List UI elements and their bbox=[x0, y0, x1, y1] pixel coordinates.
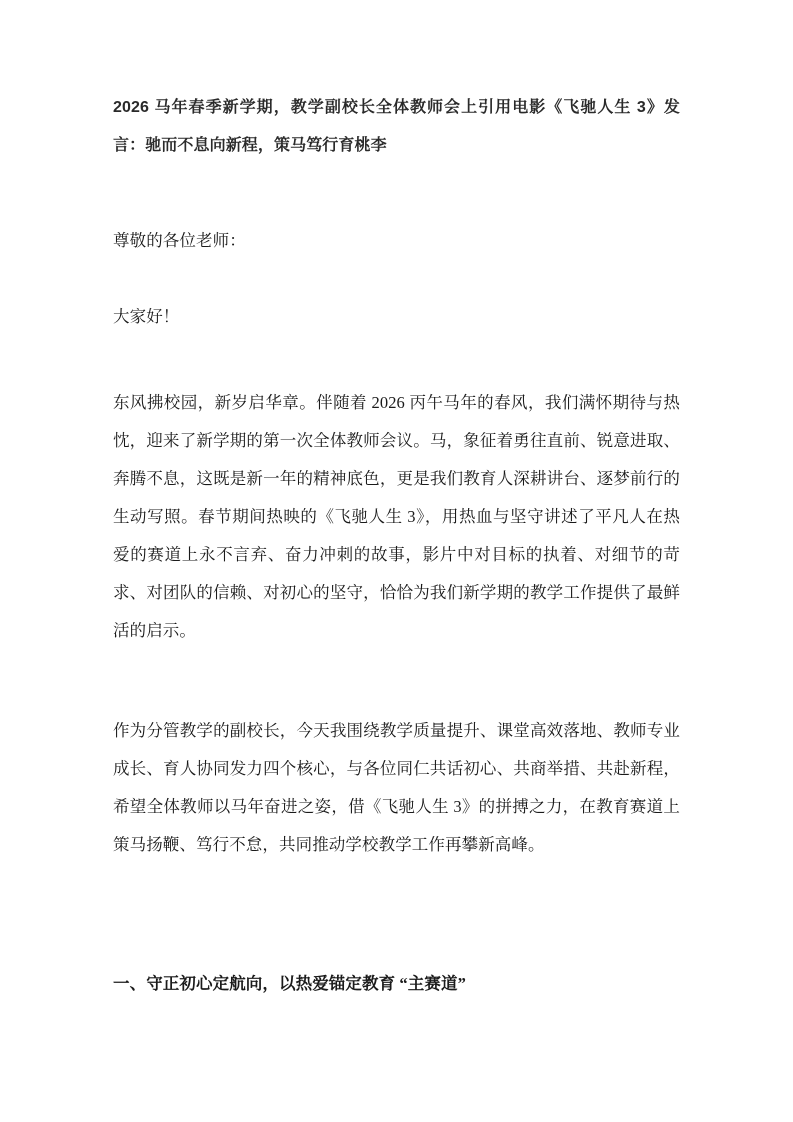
document-title-text: 2026 马年春季新学期，教学副校长全体教师会上引用电影《飞驰人生 3》发言：驰而不息向新程，策马笃行育桃李 bbox=[113, 99, 680, 154]
greeting: 大家好！ bbox=[113, 307, 180, 326]
body-paragraph-1: 东风拂校园，新岁启华章。伴随着 2026 丙午马年的春风，我们满怀期待与热忱，迎来了新学期的第一次全体教师会议。马，象征着勇往直前、锐意进取、奔腾不息，这既是新一年的精神底色，更是我们教育人深耕讲台、逐梦前行的生动写照。春节期间热映的《飞驰人生 3》，用热血与坚守讲述了平凡人在热爱的赛道上永不言弃、奋力冲刺的故事，影片中对目标的执着、对细节的苛求、对团队的信赖、对初心的坚守，恰恰为我们新学期的教学工作提供了最鲜活的启示。 bbox=[113, 393, 680, 640]
document-title bbox=[113, 89, 680, 165]
salutation: 尊敬的各位老师： bbox=[113, 231, 246, 250]
document-page bbox=[113, 0, 680, 1122]
section-heading-1: 一、守正初心定航向，以热爱锚定教育 “主赛道” bbox=[113, 974, 466, 993]
body-paragraph-2: 作为分管教学的副校长，今天我围绕教学质量提升、课堂高效落地、教师专业成长、育人协同发力四个核心，与各位同仁共话初心、共商举措、共赴新程，希望全体教师以马年奋进之姿，借《飞驰人生 3》的拼搏之力，在教育赛道上策马扬鞭、笃行不怠，共同推动学校教学工作再攀新高峰。 bbox=[113, 721, 680, 854]
